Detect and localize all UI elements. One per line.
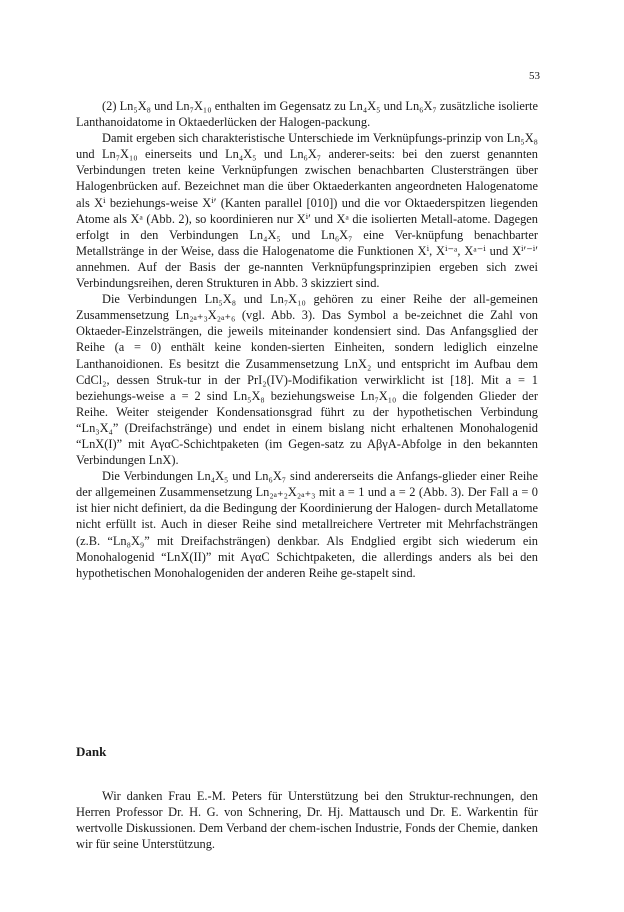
page-number: 53 [529, 70, 540, 82]
paragraph: Damit ergeben sich charakteristische Unterschiede im Verknüpfungs-prinzip von Ln₅X₈ und Ln₇X₁₀ einerseits und Ln₄X₅ und Ln₆X₇ anderer-seits: bei den zuerst genannten Verbindungen treten keine Verknüpfungen zwischen benachbarten Clustersträngen über Halogenbrücken auf. Bezeichnet man die über Oktaederkanten angeordneten Halogenatome als Xⁱ beziehungs-weise Xⁱ′ (Kanten parallel [010]) und die vor Oktaederspitzen liegenden Atome als Xᵃ (Abb. 2), so koordinieren nur Xⁱ′ und Xᵃ die isolierten Metall-atome. Dagegen erfolgt in den Verbindungen Ln₄X₅ und Ln₆X₇ eine Ver-knüpfung benachbarter Metallstränge in der Weise, dass die Halogenatome die Funktionen Xⁱ, Xⁱ⁻ᵃ, Xᵃ⁻ⁱ und Xⁱ′⁻ⁱ′ annehmen. Auf der Basis der ge-nannten Verknüpfungsprinzipien ergeben sich zwei Verbindungsreihen, deren Strukturen in Abb. 3 skizziert sind. [76, 131, 538, 291]
paragraph: Die Verbindungen Ln₅X₈ und Ln₇X₁₀ gehören zu einer Reihe der all-gemeinen Zusammensetzung Ln₂ₐ₊₃X₂ₐ₊₆ (vgl. Abb. 3). Das Symbol a be-zeichnet die Zahl von Oktaeder-Einzelsträngen, die jeweils miteinander kondensiert sind. Das Anfangsglied der Reihe (a = 0) enthält keine konden-sierten Einheiten, sondern lediglich einzelne Lanthanoidionen. Es besitzt die Zusammensetzung LnX₂ und entspricht im Aufbau dem CdCl₂, dessen Struk-tur in der PrI₂(IV)-Modifikation verwirklicht ist [18]. Mit a = 1 beziehungs-weise a = 2 sind Ln₅X₈ beziehungsweise Ln₇X₁₀ die folgenden Glieder der Reihe. Weiter steigender Kondensationsgrad führt zu der hypothetischen Verbindung “Ln₃X₄” (Dreifachstränge) und endet in einem bislang nicht erhaltenen Monohalogenid “LnX(I)” mit AγαC-Schichtpaketen (im Gegen-satz zu AβγA-Abfolge in den bekannten Verbindungen LnX). [76, 292, 538, 468]
paragraph: Die Verbindungen Ln₄X₅ und Ln₆X₇ sind andererseits die Anfangs-glieder einer Reihe der allgemeinen Zusammensetzung Ln₂ₐ₊₂X₂ₐ₊₃ mit a = 1 und a = 2 (Abb. 3). Der Fall a = 0 ist hier nicht definiert, da die Bedingung der Koordinierung der Halogen- durch Metallatome nicht erfüllt ist. Auch in dieser Reihe sind metallreichere Vertreter mit Mehrfachsträngen (z.B. “Ln₈X₉” mit Dreifachsträngen) denkbar. Als Endglied ergibt sich wiederum ein Monohalogenid “LnX(II)” mit AγαC Schichtpaketen, die allerdings anders als bei den hypothetischen Monohalogeniden der anderen Reihe ge-stapelt sind. [76, 469, 538, 580]
paragraph: (2) Ln₅X₈ und Ln₇X₁₀ enthalten im Gegensatz zu Ln₄X₅ und Ln₆X₇ zusätzliche isolierte Lanthanoidatome in Oktaederlücken der Halogen-packung. [76, 99, 538, 130]
acknowledgement-section [76, 788, 538, 852]
body-text [76, 98, 538, 581]
section-heading: Dank [76, 744, 107, 759]
acknowledgement-paragraph: Wir danken Frau E.-M. Peters für Unterstützung bei den Struktur-rechnungen, den Herren Professor Dr. H. G. von Schnering, Dr. Hj. Mattausch und Dr. E. Warkentin für wertvolle Diskussionen. Dem Verband der chem-ischen Industrie, Fonds der Chemie, danken wir für seine Unterstützung. [76, 789, 538, 852]
